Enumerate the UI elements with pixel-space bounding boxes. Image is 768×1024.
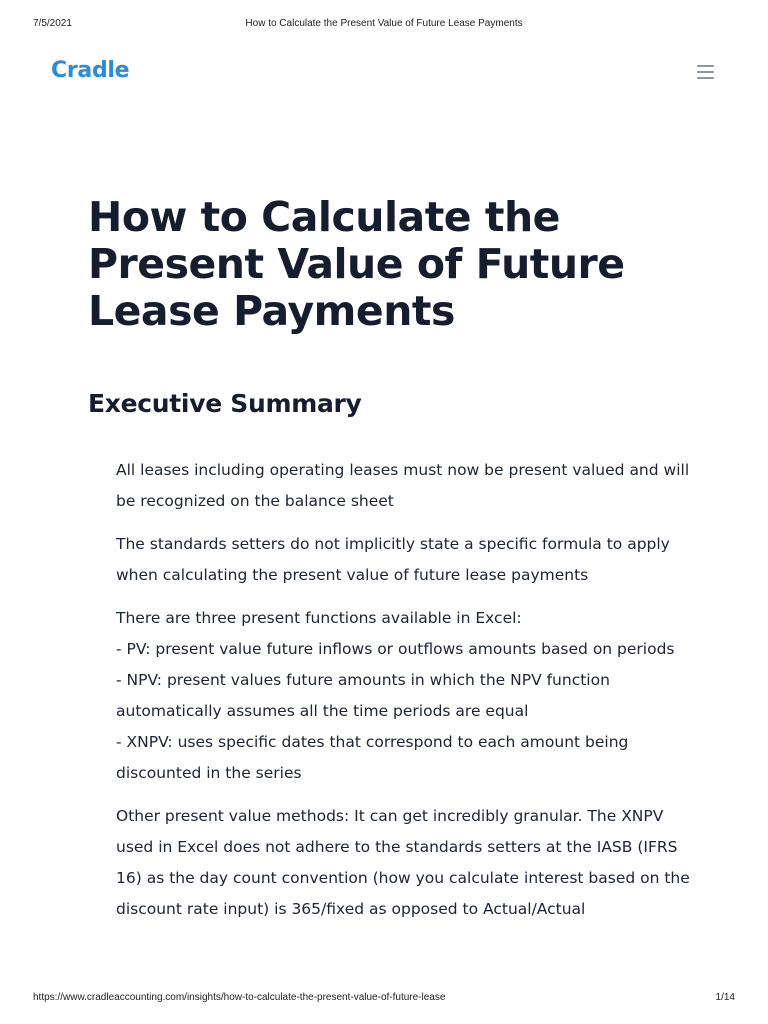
section-heading-executive-summary: Executive Summary: [88, 389, 362, 418]
paragraph: All leases including operating leases must now be present valued and will be recognized on the balance sheet: [116, 461, 690, 510]
print-header: [0, 18, 768, 32]
function-item-xnpv: - XNPV: uses specific dates that correspond to each amount being discounted in the series: [116, 733, 629, 782]
print-url: https://www.cradleaccounting.com/insights/how-to-calculate-the-present-value-of-future-lease: [33, 992, 446, 1003]
functions-intro: There are three present functions available in Excel:: [116, 609, 522, 627]
paragraph: The standards setters do not implicitly state a specific formula to apply when calculating the present value of future lease payments: [116, 535, 670, 584]
page-number: 1/14: [715, 992, 735, 1003]
paragraph: Other present value methods: It can get incredibly granular. The XNPV used in Excel does not adhere to the standards setters at the IASB (IFRS 16) as the day count convention (how you calculate interest based on the discount rate input) is 365/fixed as opposed to Actual/Actual: [116, 807, 690, 918]
hamburger-menu-icon[interactable]: [696, 64, 716, 80]
function-item-npv: - NPV: present values future amounts in which the NPV function automatically assumes all the time periods are equal: [116, 671, 610, 720]
function-item-pv: - PV: present value future inflows or outflows amounts based on periods: [116, 640, 675, 658]
menu-bar-line: [697, 71, 714, 73]
site-header: [0, 56, 768, 92]
menu-bar-line: [697, 77, 714, 79]
print-date: 7/5/2021: [33, 18, 72, 29]
article-body: [116, 455, 696, 937]
cradle-logo[interactable]: Cradle: [51, 58, 130, 83]
menu-bar-line: [697, 65, 714, 67]
print-footer: [0, 992, 768, 1006]
page-title: How to Calculate the Present Value of Future Lease Payments: [88, 193, 625, 335]
print-document-title: How to Calculate the Present Value of Future Lease Payments: [245, 18, 523, 29]
